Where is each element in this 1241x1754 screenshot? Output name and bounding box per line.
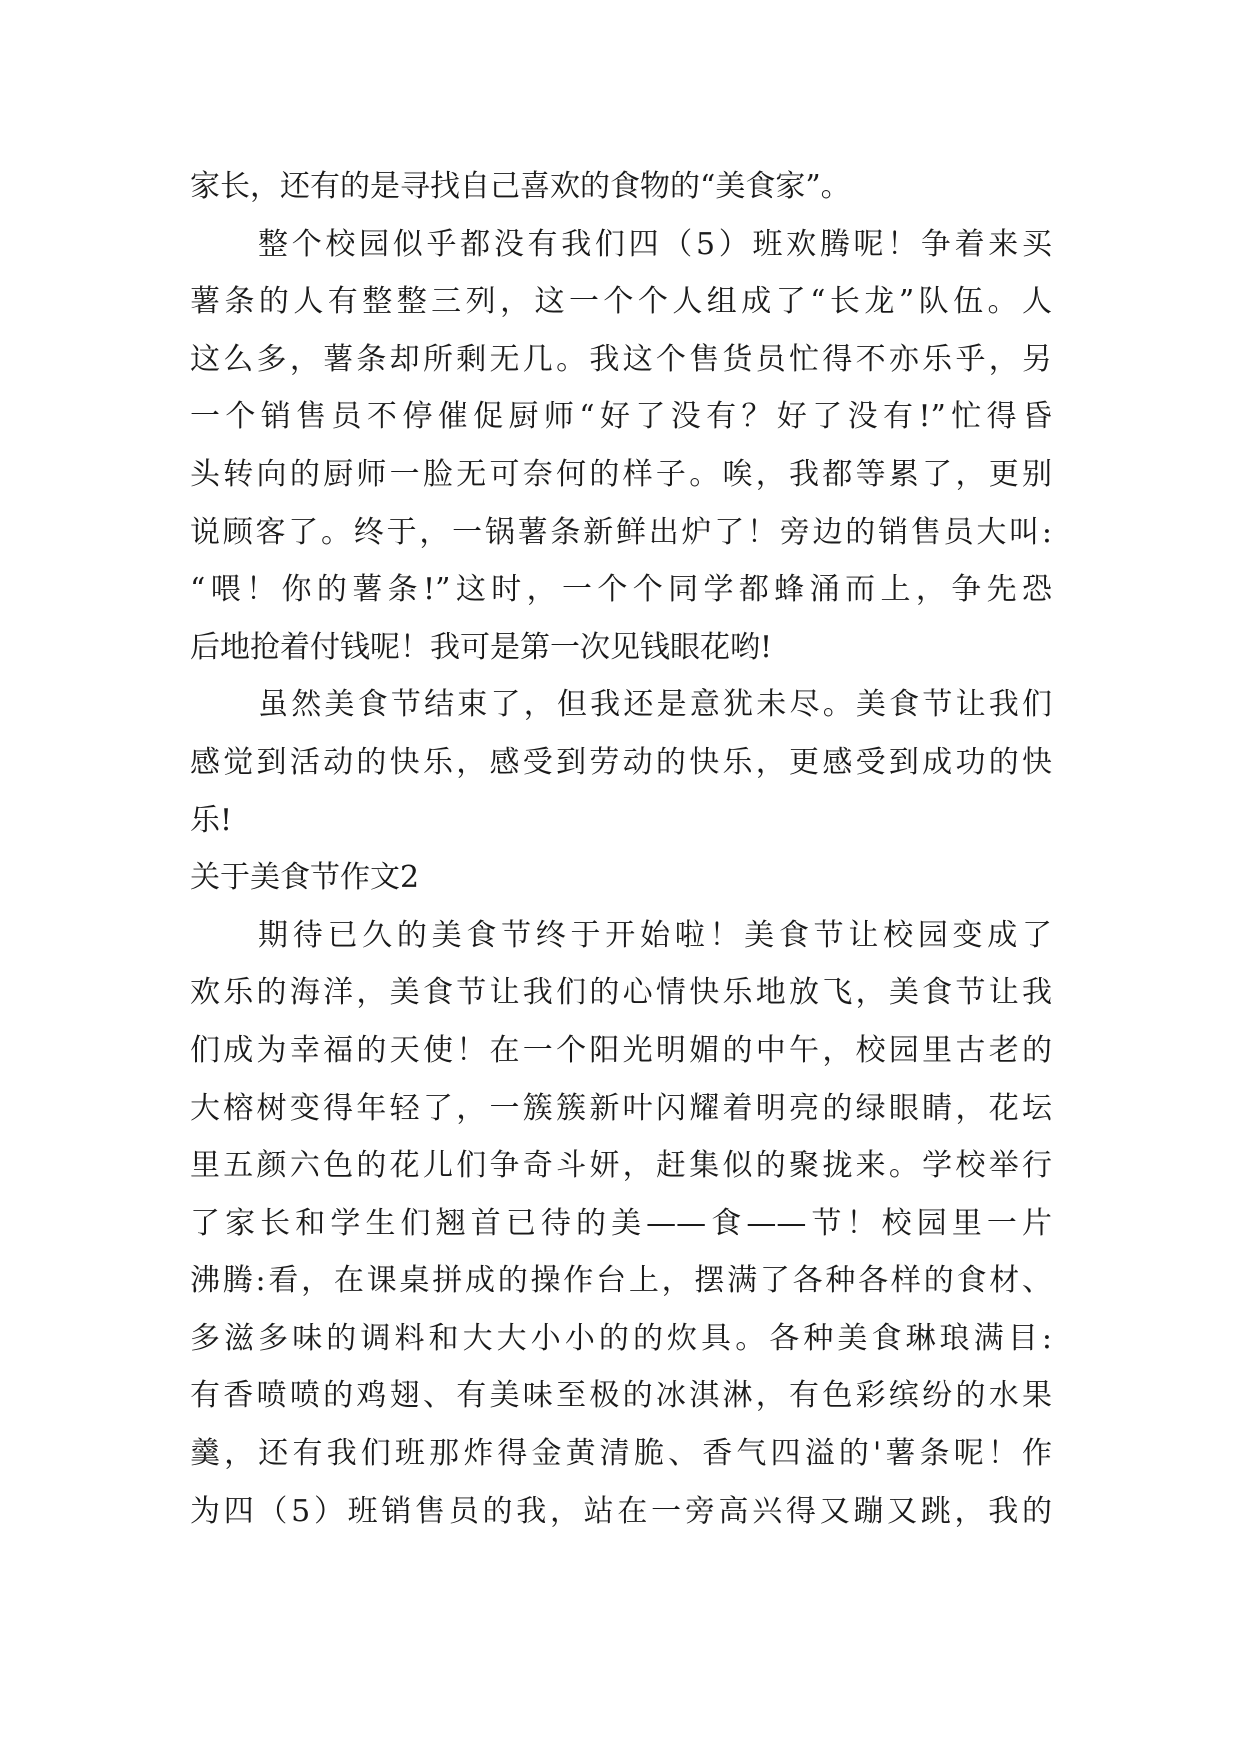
text-line: 多滋多味的调料和大大小小的的炊具。各种美食琳琅满目: [190,1320,1052,1356]
text-line: 欢乐的海洋，美食节让我们的心情快乐地放飞，美食节让我 [190,975,1052,1011]
text-line: 后地抢着付钱呢！我可是第一次见钱眼花哟! [190,629,773,665]
section-heading: 关于美食节作文2 [190,860,420,896]
text-line: 虽然美食节结束了，但我还是意犹未尽。美食节让我们 [258,687,1052,723]
text-line: 期待已久的美食节终于开始啦！美食节让校园变成了 [258,917,1052,953]
text-line: 这么多，薯条却所剩无几。我这个售货员忙得不亦乐乎，另 [190,341,1052,377]
text-line: 里五颜六色的花儿们争奇斗妍，赶集似的聚拢来。学校举行 [190,1148,1052,1184]
text-line: 整个校园似乎都没有我们四（5）班欢腾呢！争着来买 [258,226,1052,262]
text-line: 羹，还有我们班那炸得金黄清脆、香气四溢的'薯条呢！作 [190,1436,1052,1472]
text-line: 们成为幸福的天使！在一个阳光明媚的中午，校园里古老的 [190,1032,1052,1068]
text-line: 大榕树变得年轻了，一簇簇新叶闪耀着明亮的绿眼睛，花坛 [190,1090,1052,1126]
document-body [190,158,1052,1540]
text-line: 有香喷喷的鸡翅、有美味至极的冰淇淋，有色彩缤纷的水果 [190,1378,1052,1414]
text-line: 说顾客了。终于，一锅薯条新鲜出炉了！旁边的销售员大叫: [190,514,1052,550]
text-line: 了家长和学生们翘首已待的美——食——节！校园里一片 [190,1205,1052,1241]
text-line: 头转向的厨师一脸无可奈何的样子。唉，我都等累了，更别 [190,456,1052,492]
text-line: “喂！你的薯条!”这时，一个个同学都蜂涌而上，争先恐 [190,572,1052,608]
text-line: 沸腾:看，在课桌拼成的操作台上，摆满了各种各样的食材、 [190,1263,1052,1299]
text-line: 家长，还有的是寻找自己喜欢的食物的“美食家”。 [190,169,851,204]
text-line: 一个销售员不停催促厨师“好了没有？好了没有!”忙得昏 [190,399,1052,435]
text-line: 为四（5）班销售员的我，站在一旁高兴得又蹦又跳，我的 [190,1493,1052,1529]
text-line: 薯条的人有整整三列，这一个个人组成了“长龙”队伍。人 [190,284,1052,320]
text-line: 感觉到活动的快乐，感受到劳动的快乐，更感受到成功的快 [190,744,1052,780]
text-line: 乐! [190,802,233,838]
